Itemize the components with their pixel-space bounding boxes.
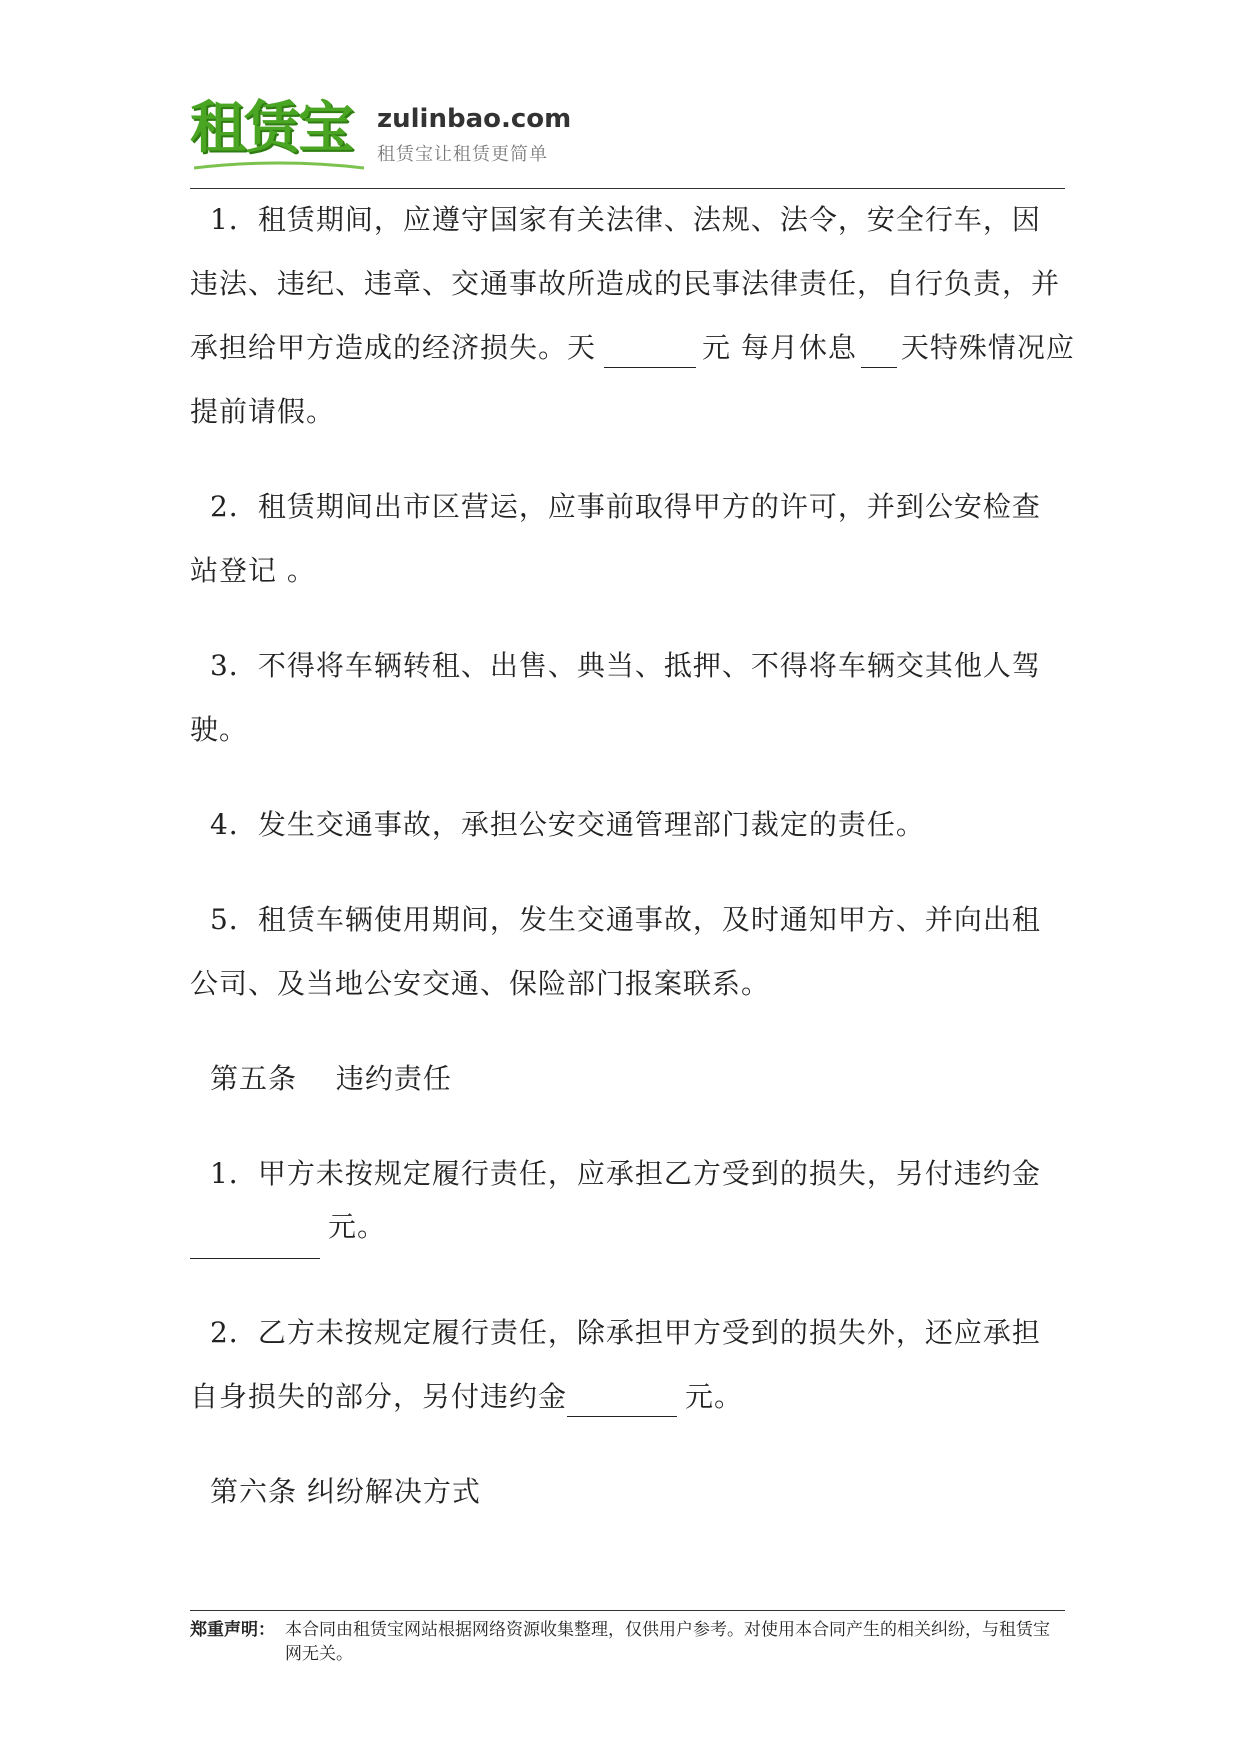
item4-line1: 4．发生交通事故，承担公安交通管理部门裁定的责任。 bbox=[210, 808, 925, 841]
logo-text: 租赁宝 bbox=[190, 96, 352, 161]
site-slogan: 租赁宝让租赁更简单 bbox=[377, 144, 548, 165]
item1-line3-text-b: 元 每月休息 bbox=[702, 331, 857, 364]
fill-in-blank bbox=[861, 337, 897, 368]
item1-line2: 违法、违纪、违章、交通事故所造成的民事法律责任，自行负责，并 bbox=[190, 267, 1061, 300]
a5-item2-line2-text-b: 元。 bbox=[685, 1380, 744, 1413]
article5-title: 第五条 违约责任 bbox=[210, 1062, 452, 1095]
fill-in-blank bbox=[567, 1386, 677, 1417]
item3-line1: 3．不得将车辆转租、出售、典当、抵押、不得将车辆交其他人驾 bbox=[210, 649, 1041, 682]
footer-divider bbox=[190, 1610, 1065, 1611]
disclaimer-label: 郑重声明： bbox=[190, 1620, 275, 1640]
a5-item1-line2 bbox=[190, 1210, 387, 1258]
item5-line2: 公司、及当地公安交通、保险部门报案联系。 bbox=[190, 967, 771, 1000]
a5-item2-line2 bbox=[190, 1377, 743, 1417]
item1-line4: 提前请假。 bbox=[190, 395, 336, 428]
header-divider bbox=[190, 188, 1065, 189]
item1-line3-text-c: 天特殊情况应 bbox=[900, 331, 1075, 364]
site-domain: zulinbao.com bbox=[377, 104, 572, 134]
item5-line1: 5．租赁车辆使用期间，发生交通事故，及时通知甲方、并向出租 bbox=[210, 903, 1041, 936]
disclaimer-text: 本合同由租赁宝网站根据网络资源收集整理，仅供用户参考。对使用本合同产生的相关纠纷，与租赁宝网无关。 bbox=[285, 1620, 1050, 1664]
item1-line3 bbox=[190, 328, 1075, 368]
item2-line1: 2．租赁期间出市区营运，应事前取得甲方的许可，并到公安检查 bbox=[210, 490, 1041, 523]
a5-item1-line2-text: 元。 bbox=[328, 1210, 387, 1243]
item1-line1: 1．租赁期间，应遵守国家有关法律、法规、法令，安全行车，因 bbox=[210, 203, 1041, 236]
fill-in-blank bbox=[604, 337, 696, 368]
item1-line3-text-a: 承担给甲方造成的经济损失。天 bbox=[190, 331, 597, 364]
page-header bbox=[190, 88, 1065, 188]
fill-in-blank bbox=[190, 1218, 320, 1259]
a5-item1-line1: 1．甲方未按规定履行责任，应承担乙方受到的损失，另付违约金 bbox=[210, 1157, 1041, 1190]
site-logo bbox=[190, 88, 370, 174]
article6-title: 第六条 纠纷解决方式 bbox=[210, 1475, 481, 1508]
a5-item2-line1: 2．乙方未按规定履行责任，除承担甲方受到的损失外，还应承担 bbox=[210, 1316, 1041, 1349]
item3-line2: 驶。 bbox=[190, 713, 249, 746]
a5-item2-line2-text-a: 自身损失的部分，另付违约金 bbox=[190, 1380, 568, 1413]
logo-swoosh-icon bbox=[194, 160, 364, 172]
item2-line2: 站登记 。 bbox=[190, 554, 316, 587]
